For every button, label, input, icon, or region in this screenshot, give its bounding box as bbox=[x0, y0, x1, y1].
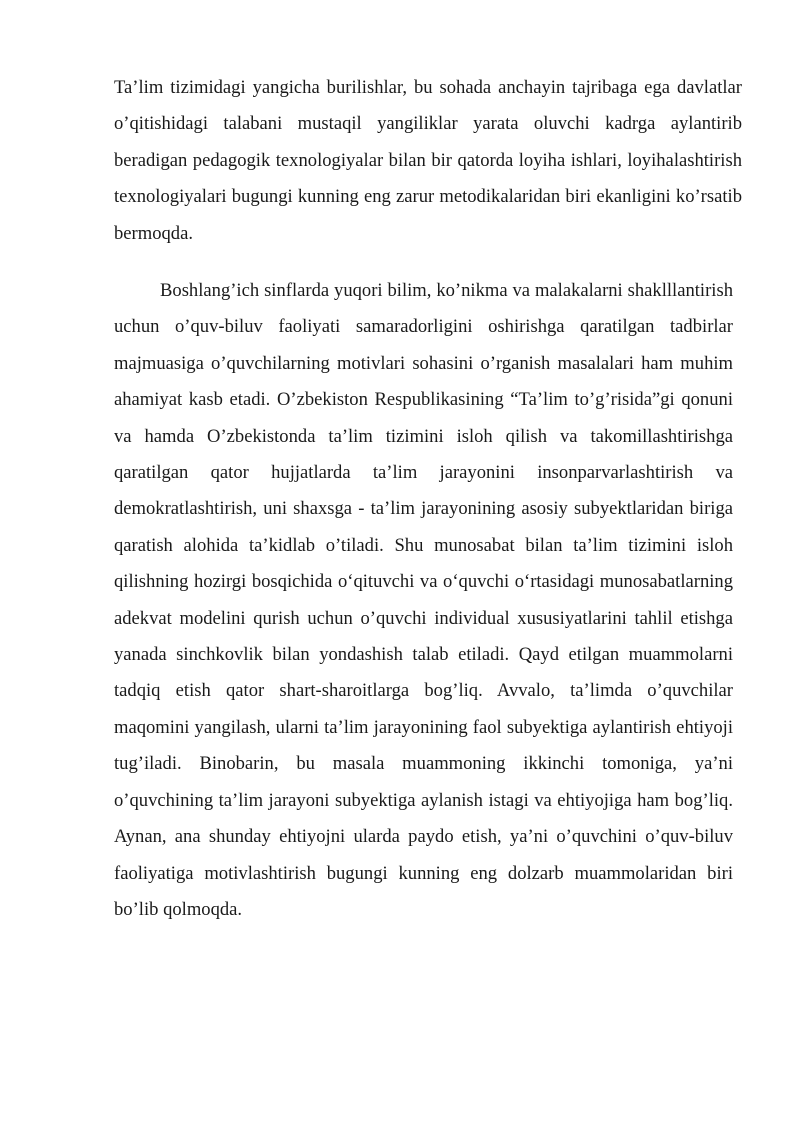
paragraph-intro: Ta’lim tizimidagi yangicha burilishlar, bu sohada anchayin tajribaga ega davlatlar o’qitishidagi talabani mustaqil yangiliklar yarata oluvchi kadrga aylantirib beradigan pedagogik texnologiyalar bilan bir qatorda loyiha ishlari, loyihalashtirish texnologiyalari bugungi kunning eng zarur metodikalaridan biri ekanligini ko’rsatib bermoqda. bbox=[114, 77, 742, 244]
paragraph-main: Boshlang’ich sinflarda yuqori bilim, ko’nikma va malakalarni shaklllantirish uchun o’quv-biluv faoliyati samaradorligini oshirishga qaratilgan tadbirlar majmuasiga o’quvchilarning motivlari sohasini o’rganish masalalari ham muhim ahamiyat kasb etadi. O’zbekiston Respublikasining “Ta’lim to’g’risida”gi qonuni va hamda O’zbekistonda ta’lim tizimini isloh qilish va takomillashtirishga qaratilgan qator hujjatlarda ta’lim jarayonini insonparvarlashtirish va demokratlashtirish, uni shaxsga - ta’lim jarayonining asosiy subyektlaridan biriga qaratish alohida ta’kidlab o’tiladi. Shu munosabat bilan ta’lim tizimini isloh qilishning hozirgi bosqichida o‘qituvchi va o‘quvchi o‘rtasidagi munosabatlarning adekvat modelini qurish uchun o’quvchi individual xususiyatlarini tahlil etishga yanada sinchkovlik bilan yondashish talab etiladi. Qayd etilgan muammolarni tadqiq etish qator shart-sharoitlarga bog’liq. Avvalo, ta’limda o’quvchilar maqomini yangilash, ularni ta’lim jarayonining faol subyektiga aylantirish ehtiyoji tug’iladi. Binobarin, bu masala muammoning ikkinchi tomoniga, ya’ni o’quvchining ta’lim jarayoni subyektiga aylanish istagi va ehtiyojiga ham bog’liq. Aynan, ana shunday ehtiyojni ularda paydo etish, ya’ni o’quvchini o’quv-biluv faoliyatiga motivlashtirish bugungi kunning eng dolzarb muammolaridan biri bo’lib qolmoqda. bbox=[114, 280, 733, 920]
